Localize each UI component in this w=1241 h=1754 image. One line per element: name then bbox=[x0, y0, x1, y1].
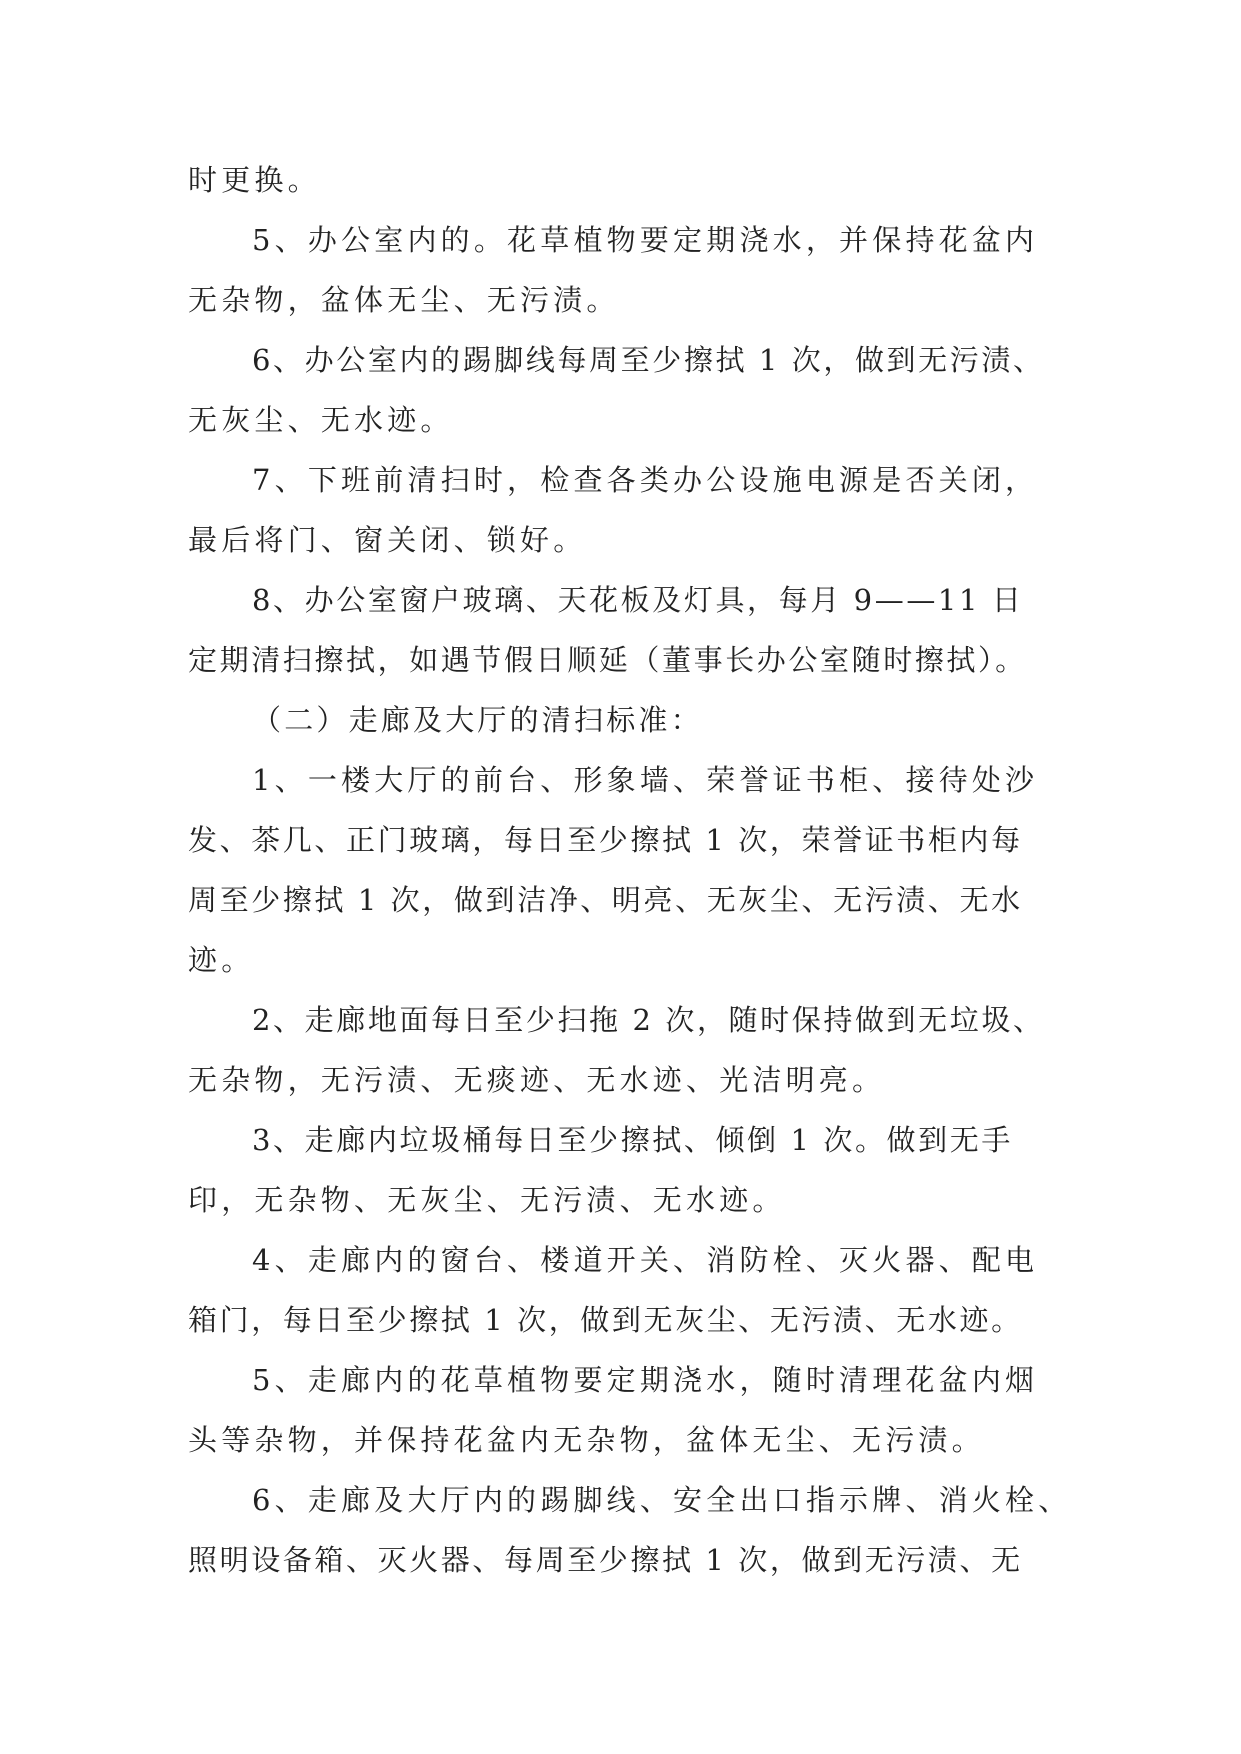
text-line: 2、走廊地面每日至少扫拖 2 次，随时保持做到无垃圾、 bbox=[252, 1003, 1045, 1037]
text-line: 1、一楼大厅的前台、形象墙、荣誉证书柜、接待处沙 bbox=[252, 763, 1039, 797]
text-line: 头等杂物，并保持花盆内无杂物，盆体无尘、无污渍。 bbox=[188, 1423, 985, 1457]
text-line: 印，无杂物、无灰尘、无污渍、无水迹。 bbox=[188, 1183, 786, 1217]
text-line: 无杂物，无污渍、无痰迹、无水迹、光洁明亮。 bbox=[188, 1063, 886, 1097]
text-line: 7、下班前清扫时，检查各类办公设施电源是否关闭， bbox=[252, 463, 1039, 497]
text-line: 3、走廊内垃圾桶每日至少擦拭、倾倒 1 次。做到无手 bbox=[252, 1123, 1013, 1157]
text-line: 最后将门、窗关闭、锁好。 bbox=[188, 523, 587, 557]
text-line: 5、办公室内的。花草植物要定期浇水，并保持花盆内 bbox=[252, 223, 1039, 257]
text-line: 时更换。 bbox=[188, 163, 321, 197]
text-line: 周至少擦拭 1 次，做到洁净、明亮、无灰尘、无污渍、无水 bbox=[188, 883, 1023, 917]
text-line: 5、走廊内的花草植物要定期浇水，随时清理花盆内烟 bbox=[252, 1363, 1039, 1397]
text-line: 定期清扫擦拭，如遇节假日顺延（董事长办公室随时擦拭）。 bbox=[188, 643, 1027, 677]
text-line: 无灰尘、无水迹。 bbox=[188, 403, 454, 437]
text-line: 迹。 bbox=[188, 943, 255, 977]
text-line: 照明设备箱、灭火器、每周至少擦拭 1 次，做到无污渍、无 bbox=[188, 1543, 1023, 1577]
text-line: 4、走廊内的窗台、楼道开关、消防栓、灭火器、配电 bbox=[252, 1243, 1039, 1277]
text-line: 无杂物，盆体无尘、无污渍。 bbox=[188, 283, 620, 317]
text-line: 发、茶几、正门玻璃，每日至少擦拭 1 次，荣誉证书柜内每 bbox=[188, 823, 1023, 857]
text-line: 箱门，每日至少擦拭 1 次，做到无灰尘、无污渍、无水迹。 bbox=[188, 1303, 1023, 1337]
text-line: 8、办公室窗户玻璃、天花板及灯具，每月 9——11 日 bbox=[252, 583, 1024, 617]
text-line: 6、走廊及大厅内的踢脚线、安全出口指示牌、消火栓、 bbox=[252, 1483, 1072, 1517]
section-heading: （二）走廊及大厅的清扫标准： bbox=[252, 703, 703, 737]
text-line: 6、办公室内的踢脚线每周至少擦拭 1 次，做到无污渍、 bbox=[252, 343, 1045, 377]
